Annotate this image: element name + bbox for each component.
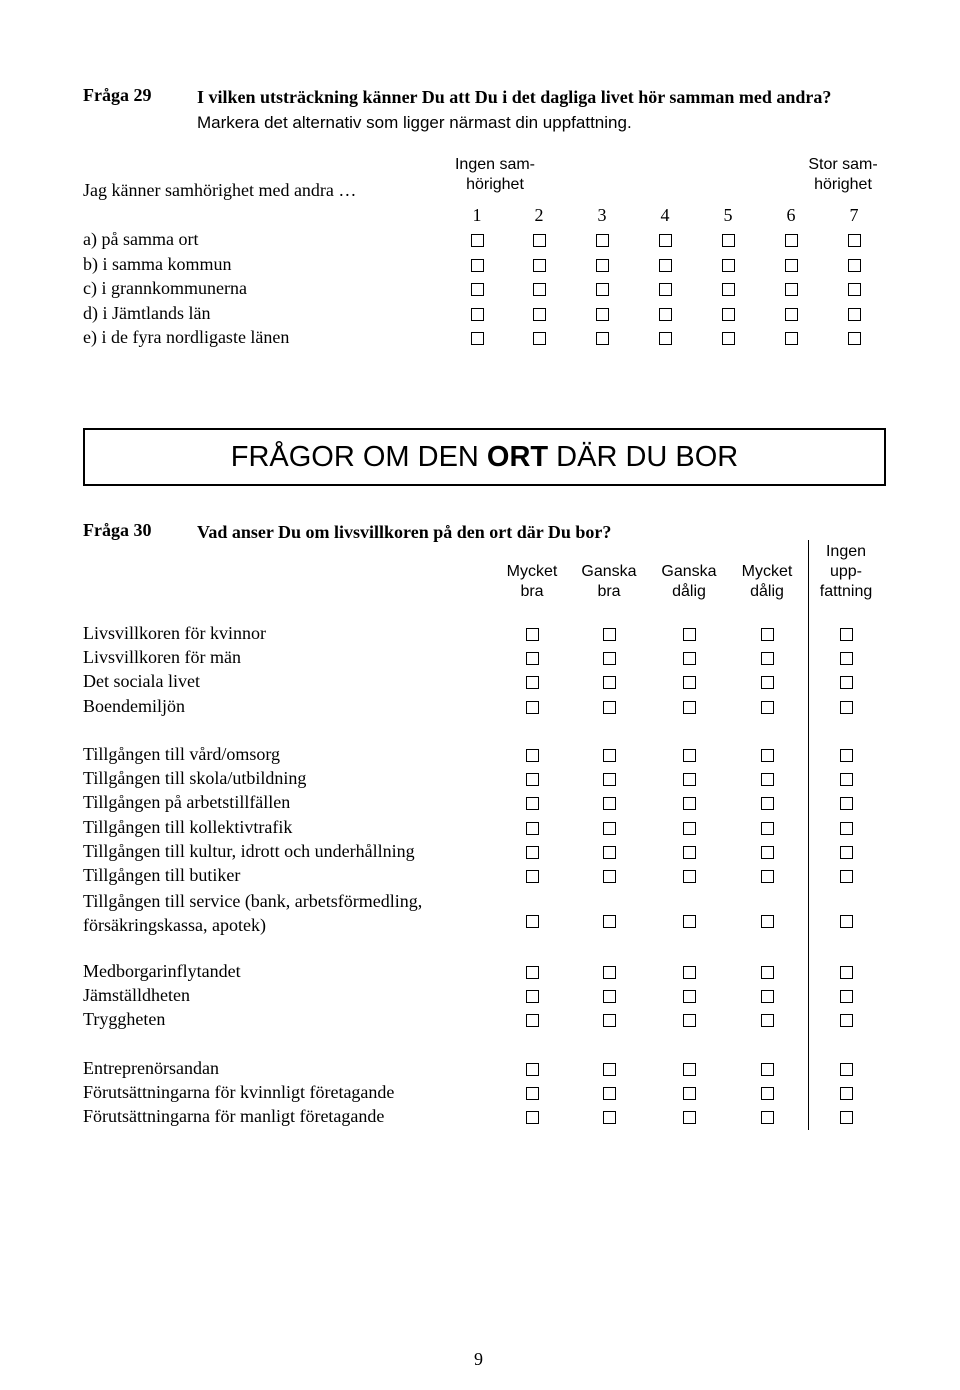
q29-item-label: c) i grannkommunerna [83,278,247,298]
section-header [83,428,886,486]
scale-high-line-1: Stor sam- [808,156,878,173]
q30-g3-row3-option-2-checkbox[interactable] [603,1014,616,1027]
q30-g3-row1-option-1-checkbox[interactable] [526,966,539,979]
q30-item-label: Tryggheten [83,1009,166,1030]
q30-g4-row1-option-2-checkbox[interactable] [603,1063,616,1076]
q30-g4-row1-option-4-checkbox[interactable] [761,1063,774,1076]
q30-item-label-line-1: Tillgången till service (bank, arbetsförmedling, [83,891,423,912]
section-header-bold: ORT [486,440,549,473]
q29-row2-option-4-checkbox[interactable] [659,259,672,272]
q29-row1-option-4-checkbox[interactable] [659,234,672,247]
q30-g4-row3-option-5-checkbox[interactable] [840,1111,853,1124]
question-29-number: Fråga 29 [83,85,152,105]
q30-g4-row2-option-5-checkbox[interactable] [840,1087,853,1100]
question-29-text-instruction: Markera det alternativ som ligger närmast din uppfattning. [197,113,632,132]
q29-row4-option-5-checkbox[interactable] [722,308,735,321]
q30-g3-row2-option-3-checkbox[interactable] [683,990,696,1003]
q30-g3-row3-option-5-checkbox[interactable] [840,1014,853,1027]
column-header-5-line-1: Ingen [825,543,867,560]
q30-g3-row2-option-5-checkbox[interactable] [840,990,853,1003]
q30-g1-row4-option-3-checkbox[interactable] [683,701,696,714]
section-header-post: DÄR DU BOR [548,440,739,473]
q29-row1-option-1-checkbox[interactable] [471,234,484,247]
question-29-text [197,85,887,135]
column-header-5 [801,542,891,602]
q29-row4-option-3-checkbox[interactable] [596,308,609,321]
q30-g2-row6-option-3-checkbox[interactable] [683,870,696,883]
q30-g2-row4-option-3-checkbox[interactable] [683,822,696,835]
q29-row2-option-3-checkbox[interactable] [596,259,609,272]
q30-g1-row4-option-1-checkbox[interactable] [526,701,539,714]
q30-g4-row1-option-3-checkbox[interactable] [683,1063,696,1076]
q30-g3-row3-option-1-checkbox[interactable] [526,1014,539,1027]
q30-item-label: Tillgången på arbetstillfällen [83,792,291,813]
scale-high-label [788,155,898,195]
q29-row2-option-7-checkbox[interactable] [848,259,861,272]
q30-item-label: Jämställdheten [83,985,190,1006]
q29-row5-option-5-checkbox[interactable] [722,332,735,345]
column-header-5-line-3: fattning [819,583,873,600]
q29-row2-option-1-checkbox[interactable] [471,259,484,272]
q30-g2-row1-option-5-checkbox[interactable] [840,749,853,762]
q30-g2-row2-option-2-checkbox[interactable] [603,773,616,786]
q29-row1-option-7-checkbox[interactable] [848,234,861,247]
q29-row5-option-4-checkbox[interactable] [659,332,672,345]
q30-item-label: Boendemiljön [83,695,185,716]
q29-item-label: a) på samma ort [83,229,199,249]
q30-g2-row6-option-5-checkbox[interactable] [840,870,853,883]
column-header-2 [564,562,654,602]
q30-g2-row1-option-1-checkbox[interactable] [526,749,539,762]
q30-g2-row1-option-4-checkbox[interactable] [761,749,774,762]
q30-item-label: Medborgarinflytandet [83,961,241,981]
q30-service-row-option-1-checkbox[interactable] [526,915,539,928]
q29-row4-option-7-checkbox[interactable] [848,308,861,321]
q29-item-label: d) i Jämtlands län [83,302,211,323]
q30-g4-row2-option-3-checkbox[interactable] [683,1087,696,1100]
q29-row2-option-5-checkbox[interactable] [722,259,735,272]
q29-row3-option-2-checkbox[interactable] [533,283,546,296]
question-30-number: Fråga 30 [83,520,152,540]
q30-g3-row3-option-3-checkbox[interactable] [683,1014,696,1027]
q29-item-label: e) i de fyra nordligaste länen [83,327,290,347]
q30-item-label: Förutsättningarna för kvinnligt företagande [83,1082,395,1103]
q30-g4-row2-option-1-checkbox[interactable] [526,1087,539,1100]
q30-g1-row2-option-3-checkbox[interactable] [683,652,696,665]
q30-g2-row3-option-2-checkbox[interactable] [603,797,616,810]
q30-g3-row1-option-4-checkbox[interactable] [761,966,774,979]
q30-g2-row3-option-4-checkbox[interactable] [761,797,774,810]
q29-row3-option-3-checkbox[interactable] [596,283,609,296]
q30-g1-row4-option-5-checkbox[interactable] [840,701,853,714]
column-header-4-line-2: dålig [750,583,784,600]
q30-service-row-option-4-checkbox[interactable] [761,915,774,928]
q29-row5-option-1-checkbox[interactable] [471,332,484,345]
q30-g2-row4-option-2-checkbox[interactable] [603,822,616,835]
q30-g4-row2-option-2-checkbox[interactable] [603,1087,616,1100]
q30-g1-row2-option-5-checkbox[interactable] [840,652,853,665]
q29-row1-option-5-checkbox[interactable] [722,234,735,247]
q30-g1-row3-option-2-checkbox[interactable] [603,676,616,689]
q30-g2-row1-option-3-checkbox[interactable] [683,749,696,762]
question-30-text: Vad anser Du om livsvillkoren på den ort där Du bor? [197,522,612,542]
q30-g4-row3-option-1-checkbox[interactable] [526,1111,539,1124]
q30-g2-row6-option-1-checkbox[interactable] [526,870,539,883]
q30-g1-row4-option-4-checkbox[interactable] [761,701,774,714]
question-29-text-bold: I vilken utsträckning känner Du att Du i det dagliga livet hör samman med andra? [197,87,832,107]
column-header-1-line-2: bra [520,583,544,600]
q29-row5-option-2-checkbox[interactable] [533,332,546,345]
q30-item-label: Entreprenörsandan [83,1058,219,1078]
q30-g3-row3-option-4-checkbox[interactable] [761,1014,774,1027]
q30-g2-row5-option-1-checkbox[interactable] [526,846,539,859]
scale-number-5: 5 [723,205,733,225]
q30-service-row-option-3-checkbox[interactable] [683,915,696,928]
q30-g1-row1-option-5-checkbox[interactable] [840,628,853,641]
q29-row4-option-4-checkbox[interactable] [659,308,672,321]
scale-low-line-2: hörighet [466,176,524,193]
q30-g2-row6-option-2-checkbox[interactable] [603,870,616,883]
q30-g2-row4-option-1-checkbox[interactable] [526,822,539,835]
q30-item-label: Tillgången till kultur, idrott och underhållning [83,840,415,861]
q30-g2-row5-option-2-checkbox[interactable] [603,846,616,859]
column-header-2-line-2: bra [597,583,621,600]
q30-g2-row1-option-2-checkbox[interactable] [603,749,616,762]
page-number: 9 [474,1349,483,1369]
q30-g3-row2-option-4-checkbox[interactable] [761,990,774,1003]
q29-row2-option-6-checkbox[interactable] [785,259,798,272]
q29-row1-option-3-checkbox[interactable] [596,234,609,247]
q30-g3-row1-option-5-checkbox[interactable] [840,966,853,979]
q30-g2-row5-option-4-checkbox[interactable] [761,846,774,859]
q30-item-label: Livsvillkoren för kvinnor [83,623,266,643]
q29-row1-option-6-checkbox[interactable] [785,234,798,247]
scale-number-4: 4 [660,205,670,225]
q30-service-row-option-2-checkbox[interactable] [603,915,616,928]
q30-g1-row1-option-3-checkbox[interactable] [683,628,696,641]
q30-g1-row1-option-2-checkbox[interactable] [603,628,616,641]
scale-number-2: 2 [534,205,544,225]
column-header-3-line-2: dålig [672,583,706,600]
column-header-4-line-1: Mycket [741,563,793,580]
q29-row3-option-6-checkbox[interactable] [785,283,798,296]
scale-high-line-2: hörighet [814,176,872,193]
q30-item-label: Tillgången till butiker [83,865,241,885]
q29-row3-option-5-checkbox[interactable] [722,283,735,296]
q30-g2-row2-option-3-checkbox[interactable] [683,773,696,786]
q30-g2-row3-option-3-checkbox[interactable] [683,797,696,810]
question-29-stem: Jag känner samhörighet med andra … [83,180,357,200]
q30-g4-row3-option-2-checkbox[interactable] [603,1111,616,1124]
q29-row5-option-3-checkbox[interactable] [596,332,609,345]
q29-row5-option-7-checkbox[interactable] [848,332,861,345]
q30-g1-row2-option-2-checkbox[interactable] [603,652,616,665]
q30-g3-row2-option-2-checkbox[interactable] [603,990,616,1003]
q30-g2-row5-option-5-checkbox[interactable] [840,846,853,859]
scale-low-label [440,155,550,195]
q30-g3-row1-option-2-checkbox[interactable] [603,966,616,979]
scale-number-1: 1 [472,205,482,225]
q29-row2-option-2-checkbox[interactable] [533,259,546,272]
q30-g2-row3-option-5-checkbox[interactable] [840,797,853,810]
q30-service-row-option-5-checkbox[interactable] [840,915,853,928]
section-header-pre: FRÅGOR OM DEN [230,440,487,473]
column-header-5-line-2: upp- [829,563,863,580]
q29-row4-option-1-checkbox[interactable] [471,308,484,321]
q30-g2-row2-option-1-checkbox[interactable] [526,773,539,786]
q30-item-label: Det sociala livet [83,671,200,692]
q30-g2-row6-option-4-checkbox[interactable] [761,870,774,883]
scale-number-3: 3 [597,205,607,225]
column-divider [808,540,809,1130]
q30-g1-row4-option-2-checkbox[interactable] [603,701,616,714]
q30-g2-row4-option-5-checkbox[interactable] [840,822,853,835]
scale-number-6: 6 [786,205,796,225]
q29-row5-option-6-checkbox[interactable] [785,332,798,345]
q30-g2-row2-option-4-checkbox[interactable] [761,773,774,786]
q30-item-label: Tillgången till skola/utbildning [83,768,307,789]
q30-item-label-multiline [83,889,422,937]
q30-item-label: Tillgången till kollektivtrafik [83,816,293,837]
q30-item-label-line-2: försäkringskassa, apotek) [83,915,266,936]
q30-g4-row1-option-1-checkbox[interactable] [526,1063,539,1076]
q30-g1-row3-option-1-checkbox[interactable] [526,676,539,689]
q29-row3-option-1-checkbox[interactable] [471,283,484,296]
q30-g3-row1-option-3-checkbox[interactable] [683,966,696,979]
q29-row4-option-2-checkbox[interactable] [533,308,546,321]
column-header-4 [722,562,812,602]
q30-g2-row5-option-3-checkbox[interactable] [683,846,696,859]
q30-g2-row4-option-4-checkbox[interactable] [761,822,774,835]
q30-g4-row3-option-3-checkbox[interactable] [683,1111,696,1124]
q29-row4-option-6-checkbox[interactable] [785,308,798,321]
q30-g1-row2-option-4-checkbox[interactable] [761,652,774,665]
column-header-1-line-1: Mycket [506,563,558,580]
q30-g1-row1-option-1-checkbox[interactable] [526,628,539,641]
q30-g2-row3-option-1-checkbox[interactable] [526,797,539,810]
scale-number-7: 7 [849,205,859,225]
q30-item-label: Livsvillkoren för män [83,647,241,668]
q30-g4-row3-option-4-checkbox[interactable] [761,1111,774,1124]
column-header-2-line-1: Ganska [581,563,637,580]
q30-g4-row2-option-4-checkbox[interactable] [761,1087,774,1100]
q30-g1-row2-option-1-checkbox[interactable] [526,652,539,665]
q30-g1-row3-option-4-checkbox[interactable] [761,676,774,689]
q30-item-label: Tillgången till vård/omsorg [83,744,281,764]
q29-row1-option-2-checkbox[interactable] [533,234,546,247]
q30-g4-row1-option-5-checkbox[interactable] [840,1063,853,1076]
q30-g3-row2-option-1-checkbox[interactable] [526,990,539,1003]
q29-item-label: b) i samma kommun [83,253,232,274]
q30-g1-row1-option-4-checkbox[interactable] [761,628,774,641]
scale-low-line-1: Ingen sam- [454,156,536,173]
q30-g2-row2-option-5-checkbox[interactable] [840,773,853,786]
column-header-3 [644,562,734,602]
q29-row3-option-4-checkbox[interactable] [659,283,672,296]
q29-row3-option-7-checkbox[interactable] [848,283,861,296]
q30-g1-row3-option-5-checkbox[interactable] [840,676,853,689]
q30-g1-row3-option-3-checkbox[interactable] [683,676,696,689]
column-header-3-line-1: Ganska [661,563,717,580]
q30-item-label: Förutsättningarna för manligt företagande [83,1106,385,1127]
